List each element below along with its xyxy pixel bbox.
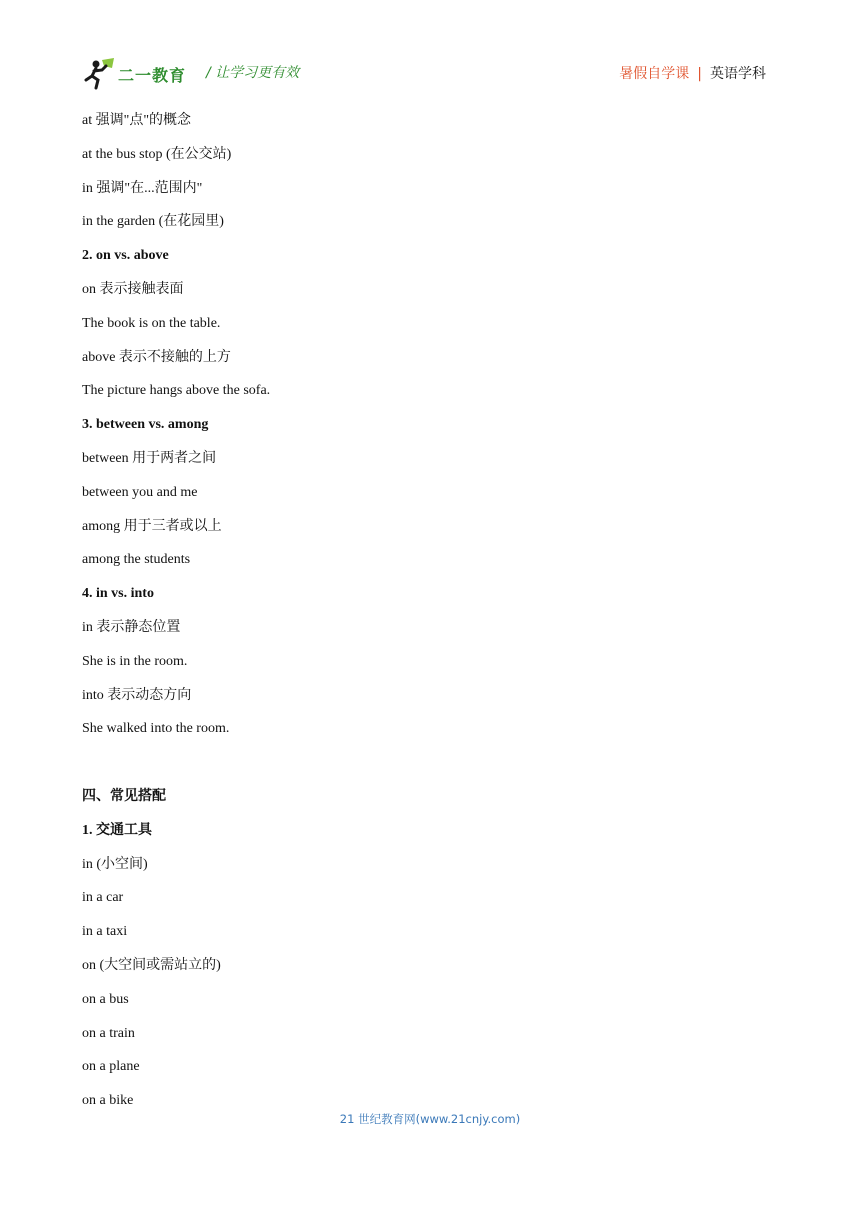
section-heading: 1. 交通工具 <box>82 822 152 838</box>
section-heading: 4. in vs. into <box>82 586 154 602</box>
text-line: above 表示不接触的上方 <box>82 349 231 365</box>
section-heading: 2. on vs. above <box>82 248 169 264</box>
document-body <box>82 108 782 1122</box>
runner-logo-icon <box>82 56 118 90</box>
text-line: between 用于两者之间 <box>82 450 217 466</box>
section-heading: 四、常见搭配 <box>82 788 166 804</box>
text-line: on a train <box>82 1025 135 1041</box>
text-line: on a plane <box>82 1059 140 1075</box>
text-line: The book is on the table. <box>82 315 221 331</box>
page-header <box>82 56 766 92</box>
logo-text: 二一教育 <box>118 66 187 85</box>
text-line: among the students <box>82 552 191 568</box>
slogan: / 让学习更有效 <box>206 65 300 81</box>
spacer <box>82 750 782 784</box>
text-line: on 表示接触表面 <box>82 281 184 297</box>
subject-label: 英语学科 <box>710 66 766 82</box>
text-line: between you and me <box>82 484 198 500</box>
text-line: in 表示静态位置 <box>82 619 181 635</box>
text-line: into 表示动态方向 <box>82 687 192 703</box>
text-line: She is in the room. <box>82 653 188 669</box>
text-line: among 用于三者或以上 <box>82 518 222 534</box>
header-right <box>619 63 766 83</box>
text-line: in the garden (在花园里) <box>82 214 224 230</box>
text-line: on (大空间或需站立的) <box>82 957 221 973</box>
text-line: in (小空间) <box>82 856 148 872</box>
section-heading: 3. between vs. among <box>82 417 209 433</box>
text-line: at the bus stop (在公交站) <box>82 146 232 162</box>
text-line: The picture hangs above the sofa. <box>82 383 271 399</box>
page-footer: 21 世纪教育网(www.21cnjy.com) <box>339 1112 521 1126</box>
text-line: in a taxi <box>82 924 128 940</box>
text-line: in 强调"在...范围内" <box>82 180 203 196</box>
header-separator: | <box>697 66 702 82</box>
text-line: at 强调"点"的概念 <box>82 113 192 128</box>
text-line: on a bus <box>82 991 129 1007</box>
text-line: She walked into the room. <box>82 721 230 737</box>
course-label: 暑假自学课 <box>619 66 690 82</box>
logo <box>82 56 202 90</box>
text-line: in a car <box>82 890 124 906</box>
text-line: on a bike <box>82 1093 134 1109</box>
